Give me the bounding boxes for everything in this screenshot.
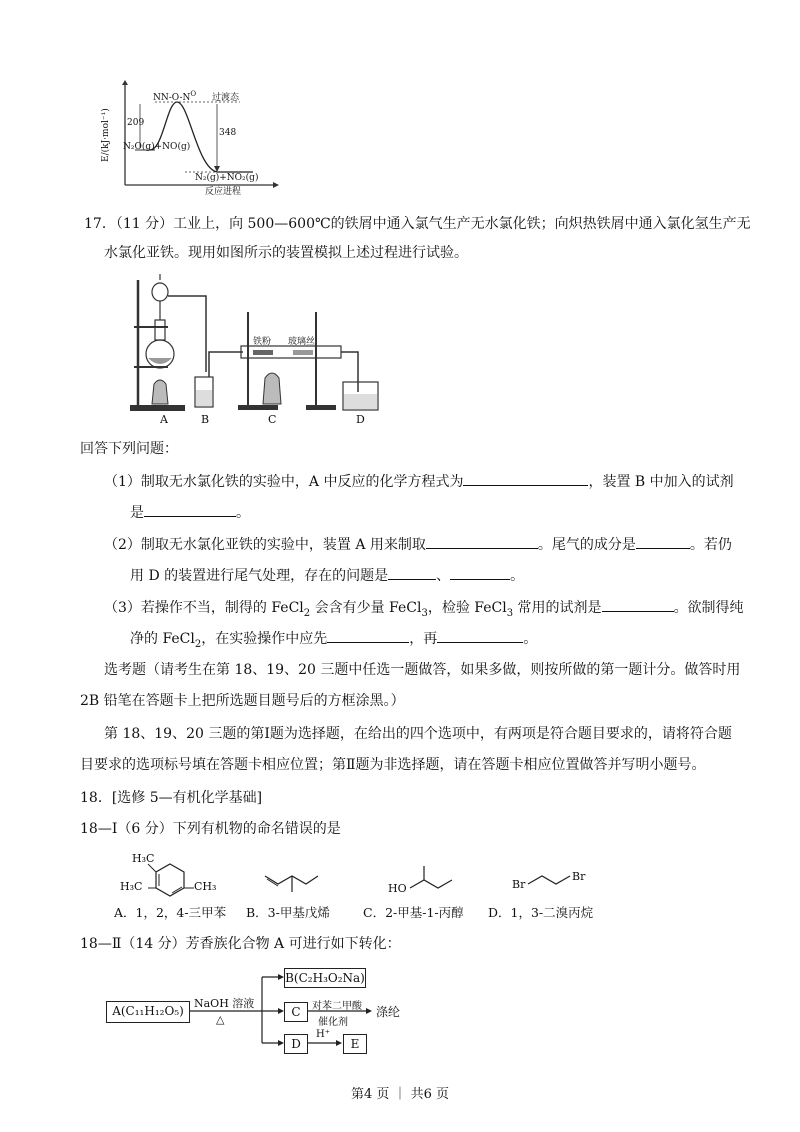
benzene-ring (156, 864, 184, 896)
reactants-label: N₂O(g)+NO(g) (123, 142, 191, 152)
box-c: C (284, 1002, 308, 1022)
struct-a-ch3-left: H₃C (120, 880, 143, 893)
answer-blank-5[interactable] (388, 565, 436, 580)
box-e: E (343, 1034, 367, 1054)
option-a[interactable]: A．1，2，4-三甲苯 (114, 905, 227, 920)
option-c[interactable]: C．2-甲基-1-丙醇 (363, 905, 464, 920)
elective-p2-line2: 目要求的选项标号填在答题卡相应位置；第Ⅱ题为非选择题，请在答题卡相应位置做答并写明小题号。 (80, 757, 706, 773)
q18-header: 18．[选修 5—有机化学基础] (80, 790, 263, 806)
energy-curve (150, 102, 253, 172)
option-b[interactable]: B．3-甲基戊烯 (246, 905, 330, 920)
value-348: 348 (219, 128, 237, 138)
q17-part3-line1: （3）若操作不当，制得的 FeCl$_2$ 会含有少量 FeCl$_3$，检验 FeCl$_3$ 常用的试剂是 。欲制得纯 (104, 597, 744, 624)
label-d: D (356, 413, 365, 426)
elective-p2-line1: 第 18、19、20 三题的第Ⅰ题为选择题，在给出的四个选项中，有两项是符合题目要求的，请将符合题 (104, 726, 732, 742)
answer-blank-6[interactable] (450, 565, 510, 580)
page-footer: 第4 页 ｜ 共6 页 (350, 1087, 450, 1102)
q17-part2-line1: （2）制取无水氯化亚铁的实验中，装置 A 用来制取 。尾气的成分是 。若仍 (104, 534, 732, 555)
struct-c-chain (410, 880, 452, 888)
q17-part1-line1: （1）制取无水氯化铁的实验中，A 中反应的化学方程式为 ，装置 B 中加入的试剂 (104, 471, 734, 492)
apparatus-figure (108, 272, 398, 427)
elective-p1-line1: 选考题（请考生在第 18、19、20 三题中任选一题做答，如果多做，则按所做的第一题计分。做答时用 (104, 662, 741, 678)
struct-d-br-right: Br (572, 870, 586, 883)
struct-c-oh: HO (388, 882, 407, 895)
apparatus-svg (108, 272, 398, 427)
answer-blank-7[interactable] (602, 597, 674, 612)
struct-a-ch3-right: CH₃ (194, 880, 217, 893)
c-product: 涤纶 (376, 1005, 401, 1019)
q17-part1-line2: 是 。 (130, 502, 250, 523)
transition-label: 过渡态 (212, 93, 240, 103)
d-reagent: H⁺ (316, 1029, 330, 1040)
value-209: 209 (127, 118, 145, 128)
struct-d-chain (528, 876, 570, 884)
structures-svg (110, 846, 670, 908)
products-label: N₂(g)+NO₂(g) (195, 173, 259, 183)
q17-part3-line2: 净的 FeCl$_2$，在实验操作中应先 ，再 。 (130, 628, 537, 655)
q17-line2: 水氯化亚铁。现用如图所示的装置模拟上述过程进行试验。 (104, 245, 468, 261)
label-a: A (160, 413, 168, 426)
c-reagent-top: 对苯二甲酸 (312, 1001, 362, 1012)
label-c: C (268, 413, 277, 426)
struct-a-ch3-top: H₃C (132, 852, 155, 865)
energy-diagram (101, 80, 280, 197)
q17-line1: 17．（11 分）工业上，向 500—600℃的铁屑中通入氯气生产无水氯化铁；向炽热铁屑中通入氯化氢生产无 (84, 216, 751, 232)
label-b: B (201, 413, 210, 426)
answer-blank-3[interactable] (426, 534, 538, 549)
answer-blank-8[interactable] (327, 628, 409, 643)
struct-d-br-left: Br (512, 878, 526, 891)
label-iron: 铁粉 (253, 337, 272, 347)
label-glass: 玻璃丝 (288, 337, 316, 347)
x-axis-label: 反应进程 (205, 187, 242, 197)
reagent-heat: △ (216, 1013, 225, 1026)
structures (110, 846, 670, 908)
q17-part2-line2: 用 D 的装置进行尾气处理，存在的问题是 、 。 (130, 565, 524, 586)
box-b: B(C₂H₃O₂Na) (284, 968, 366, 988)
elective-p1-line2: 2B 铅笔在答题卡上把所选题目题号后的方框涂黑。） (80, 693, 405, 709)
reagent-naoh: NaOH 溶液 (194, 997, 255, 1010)
c-reagent-bottom: 催化剂 (318, 1017, 348, 1028)
energy-ylabel: E/(kJ·mol⁻¹) (101, 108, 111, 162)
reaction-scheme (100, 965, 440, 1055)
q18-2-stem: 18—Ⅱ（14 分）芳香族化合物 A 可进行如下转化： (80, 936, 401, 952)
answer-blank-2[interactable] (144, 502, 236, 517)
answer-blank-9[interactable] (437, 628, 523, 643)
q18-1-stem: 18—Ⅰ（6 分）下列有机物的命名错误的是 (80, 821, 341, 837)
box-d: D (284, 1034, 308, 1054)
box-a: A(C₁₁H₁₂O₅) (106, 1001, 190, 1023)
transition-species: $NN-O-N^O$ (153, 90, 197, 103)
answer-intro: 回答下列问题： (80, 441, 178, 457)
option-d[interactable]: D．1，3-二溴丙烷 (488, 905, 594, 920)
answer-blank-4[interactable] (636, 534, 690, 549)
answer-blank-1[interactable] (463, 471, 588, 486)
